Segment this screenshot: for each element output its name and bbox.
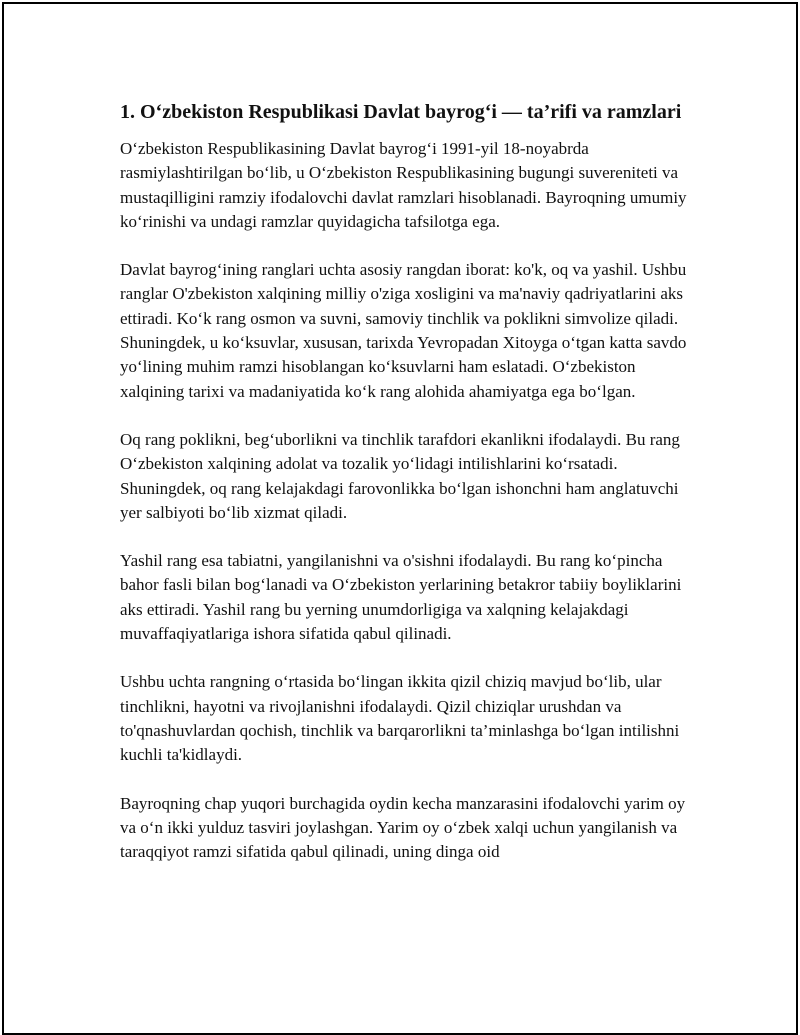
- paragraph-flag-colors: Davlat bayrog‘ining ranglari uchta asosiy rangdan iborat: ko'k, oq va yashil. Ushbu ranglar O'zbekiston xalqining milliy o'ziga xosligini va ma'naviy qadriyatlarini aks ettiradi. Ko‘k rang osmon va suvni, samoviy tinchlik va poklikni simvolize qiladi. Shuningdek, u ko‘ksuvlar, xususan, tarixda Yevropadan Xitoyga o‘tgan katta savdo yo‘lining muhim ramzi hisoblangan ko‘ksuvlarni ham eslatadi. O‘zbekiston xalqining tarixi va madaniyatida ko‘k rang alohida ahamiyatga ega bo‘lgan.: [120, 260, 687, 401]
- section-title: 1. O‘zbekiston Respublikasi Davlat bayrog‘i — ta’rifi va ramzlari: [120, 101, 682, 123]
- paragraph-crescent-stars: Bayroqning chap yuqori burchagida oydin kecha manzarasini ifodalovchi yarim oy va o‘n ikki yulduz tasviri joylashgan. Yarim oy o‘zbek xalqi uchun yangilanish va taraqqiyot ramzi sifatida qabul qilinadi, uning dinga oid: [120, 793, 686, 862]
- paragraph-intro: O‘zbekiston Respublikasining Davlat bayrog‘i 1991-yil 18-noyabrda rasmiylashtirilgan bo‘lib, u O‘zbekiston Respublikasining bugungi suvereniteti va mustaqilligini ramziy ifodalovchi davlat ramzlari hisoblanadi. Bayroqning umumiy ko‘rinishi va undagi ramzlar quyidagicha tafsilotga ega.: [120, 139, 687, 231]
- paragraph-white-color: Oq rang poklikni, beg‘uborlikni va tinchlik tarafdori ekanlikni ifodalaydi. Bu rang O‘zbekiston xalqining adolat va tozalik yo‘lidagi intilishlarini ko‘rsatadi. Shuningdek, oq rang kelajakdagi farovonlikka bo‘lgan ishonchni ham anglatuvchi yer salbiyoti bo‘lib xizmat qiladi.: [120, 429, 680, 522]
- page-frame: [2, 2, 798, 1035]
- paragraph-red-stripes: Ushbu uchta rangning o‘rtasida bo‘lingan ikkita qizil chiziq mavjud bo‘lib, ular tinchlikni, hayotni va rivojlanishni ifodalaydi. Qizil chiziqlar urushdan va to'qnashuvlardan qochish, tinchlik va barqarorlikni ta’minlashga bo‘lgan intilishni kuchli ta'kidlaydi.: [120, 672, 680, 765]
- document-body: [120, 98, 700, 888]
- paragraph-green-color: Yashil rang esa tabiatni, yangilanishni va o'sishni ifodalaydi. Bu rang ko‘pincha bahor fasli bilan bog‘lanadi va O‘zbekiston yerlarining betakror tabiiy boyliklarini aks ettiradi. Yashil rang bu yerning unumdorligiga va xalqning kelajakdagi muvaffaqiyatlariga ishora sifatida qabul qilinadi.: [120, 551, 682, 644]
